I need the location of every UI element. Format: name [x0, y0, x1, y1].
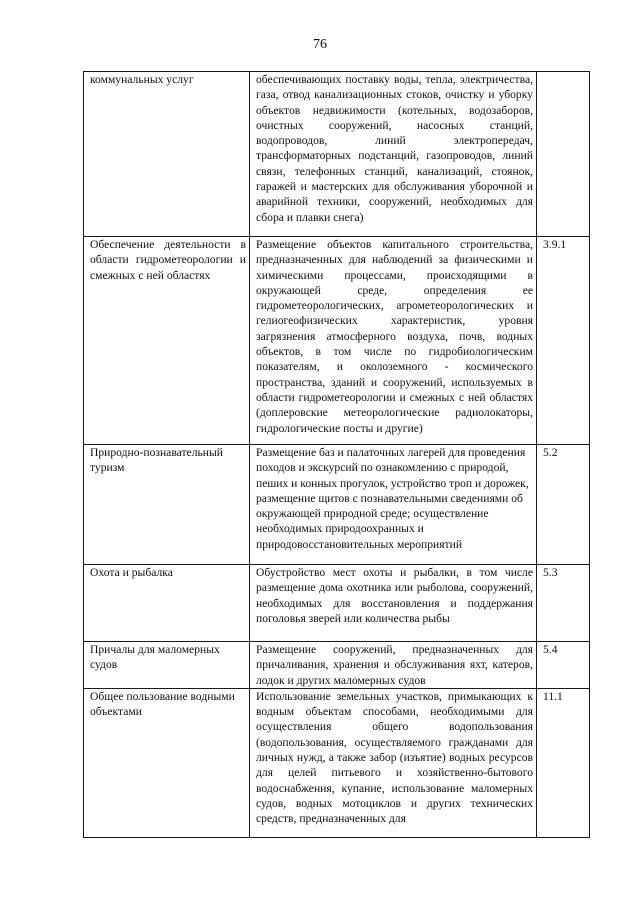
page-number: 76 [313, 37, 327, 52]
land-use-name: Причалы для маломерных судов [84, 642, 250, 689]
land-use-description: Размещение объектов капитального строительства, предназначенных для наблюдений за физическими и химическими процессами, происходящими в окружающей среде, определения ее гидрометеорологических, агрометеорологических и гелиогеофизических характеристик, уровня загрязнения атмосферного воздуха, почв, водных объектов, в том числе по гидробиологическим показателям, и околоземного - космического пространства, зданий и сооружений, используемых в области гидрометеорологии и смежных с ней областях (доплеровские метеорологические радиолокаторы, гидрологические посты и другие) [250, 237, 537, 445]
land-use-name: Обеспечение деятельности в области гидрометеорологии и смежных с ней областях [84, 237, 250, 445]
table-row [84, 237, 590, 445]
table-row [84, 72, 590, 237]
land-use-name: Общее пользование водными объектами [84, 688, 250, 837]
land-use-code: 5.4 [537, 642, 590, 689]
land-use-description: Размещение сооружений, предназначенных для причаливания, хранения и обслуживания яхт, катеров, лодок и других маломерных судов [250, 642, 537, 689]
land-use-description: обеспечивающих поставку воды, тепла, электричества, газа, отвод канализационных стоков, очистку и уборку объектов недвижимости (котельных, водозаборов, очистных сооружений, насосных станций, водопроводов, линий электропередач, трансформаторных подстанций, газопроводов, линий связи, телефонных станций, канализаций, стоянок, гаражей и мастерских для обслуживания уборочной и аварийной техники, сооружений, необходимых для сбора и плавки снега) [250, 72, 537, 237]
land-use-description: Использование земельных участков, примыкающих к водным объектам способами, необходимыми для осуществления общего водопользования (водопользования, осуществляемого гражданами для личных нужд, а также забор (изъятие) водных ресурсов для целей питьевого и хозяйственно-бытового водоснабжения, купание, использование маломерных судов, водных мотоциклов и других технических средств, предназначенных для [250, 688, 537, 837]
land-use-name: Охота и рыбалка [84, 565, 250, 642]
table-row [84, 688, 590, 837]
table-row [84, 445, 590, 565]
table-row [84, 642, 590, 689]
land-use-code: 5.3 [537, 565, 590, 642]
land-use-code: 5.2 [537, 445, 590, 565]
land-use-name: коммунальных услуг [84, 72, 250, 237]
land-use-name: Природно-познавательный туризм [84, 445, 250, 565]
land-use-code: 3.9.1 [537, 237, 590, 445]
land-use-description: Размещение баз и палаточных лагерей для проведения походов и экскурсий по ознакомлению с природой, пеших и конных прогулок, устройство троп и дорожек, размещение щитов с познавательными сведениями об окружающей природной среде; осуществление необходимых природоохранных и природовосстановительных мероприятий [250, 445, 537, 565]
table-row [84, 565, 590, 642]
land-use-table [83, 71, 590, 838]
land-use-code [537, 72, 590, 237]
land-use-description: Обустройство мест охоты и рыбалки, в том числе размещение дома охотника или рыболова, сооружений, необходимых для восстановления и поддержания поголовья зверей или количества рыбы [250, 565, 537, 642]
land-use-code: 11.1 [537, 688, 590, 837]
